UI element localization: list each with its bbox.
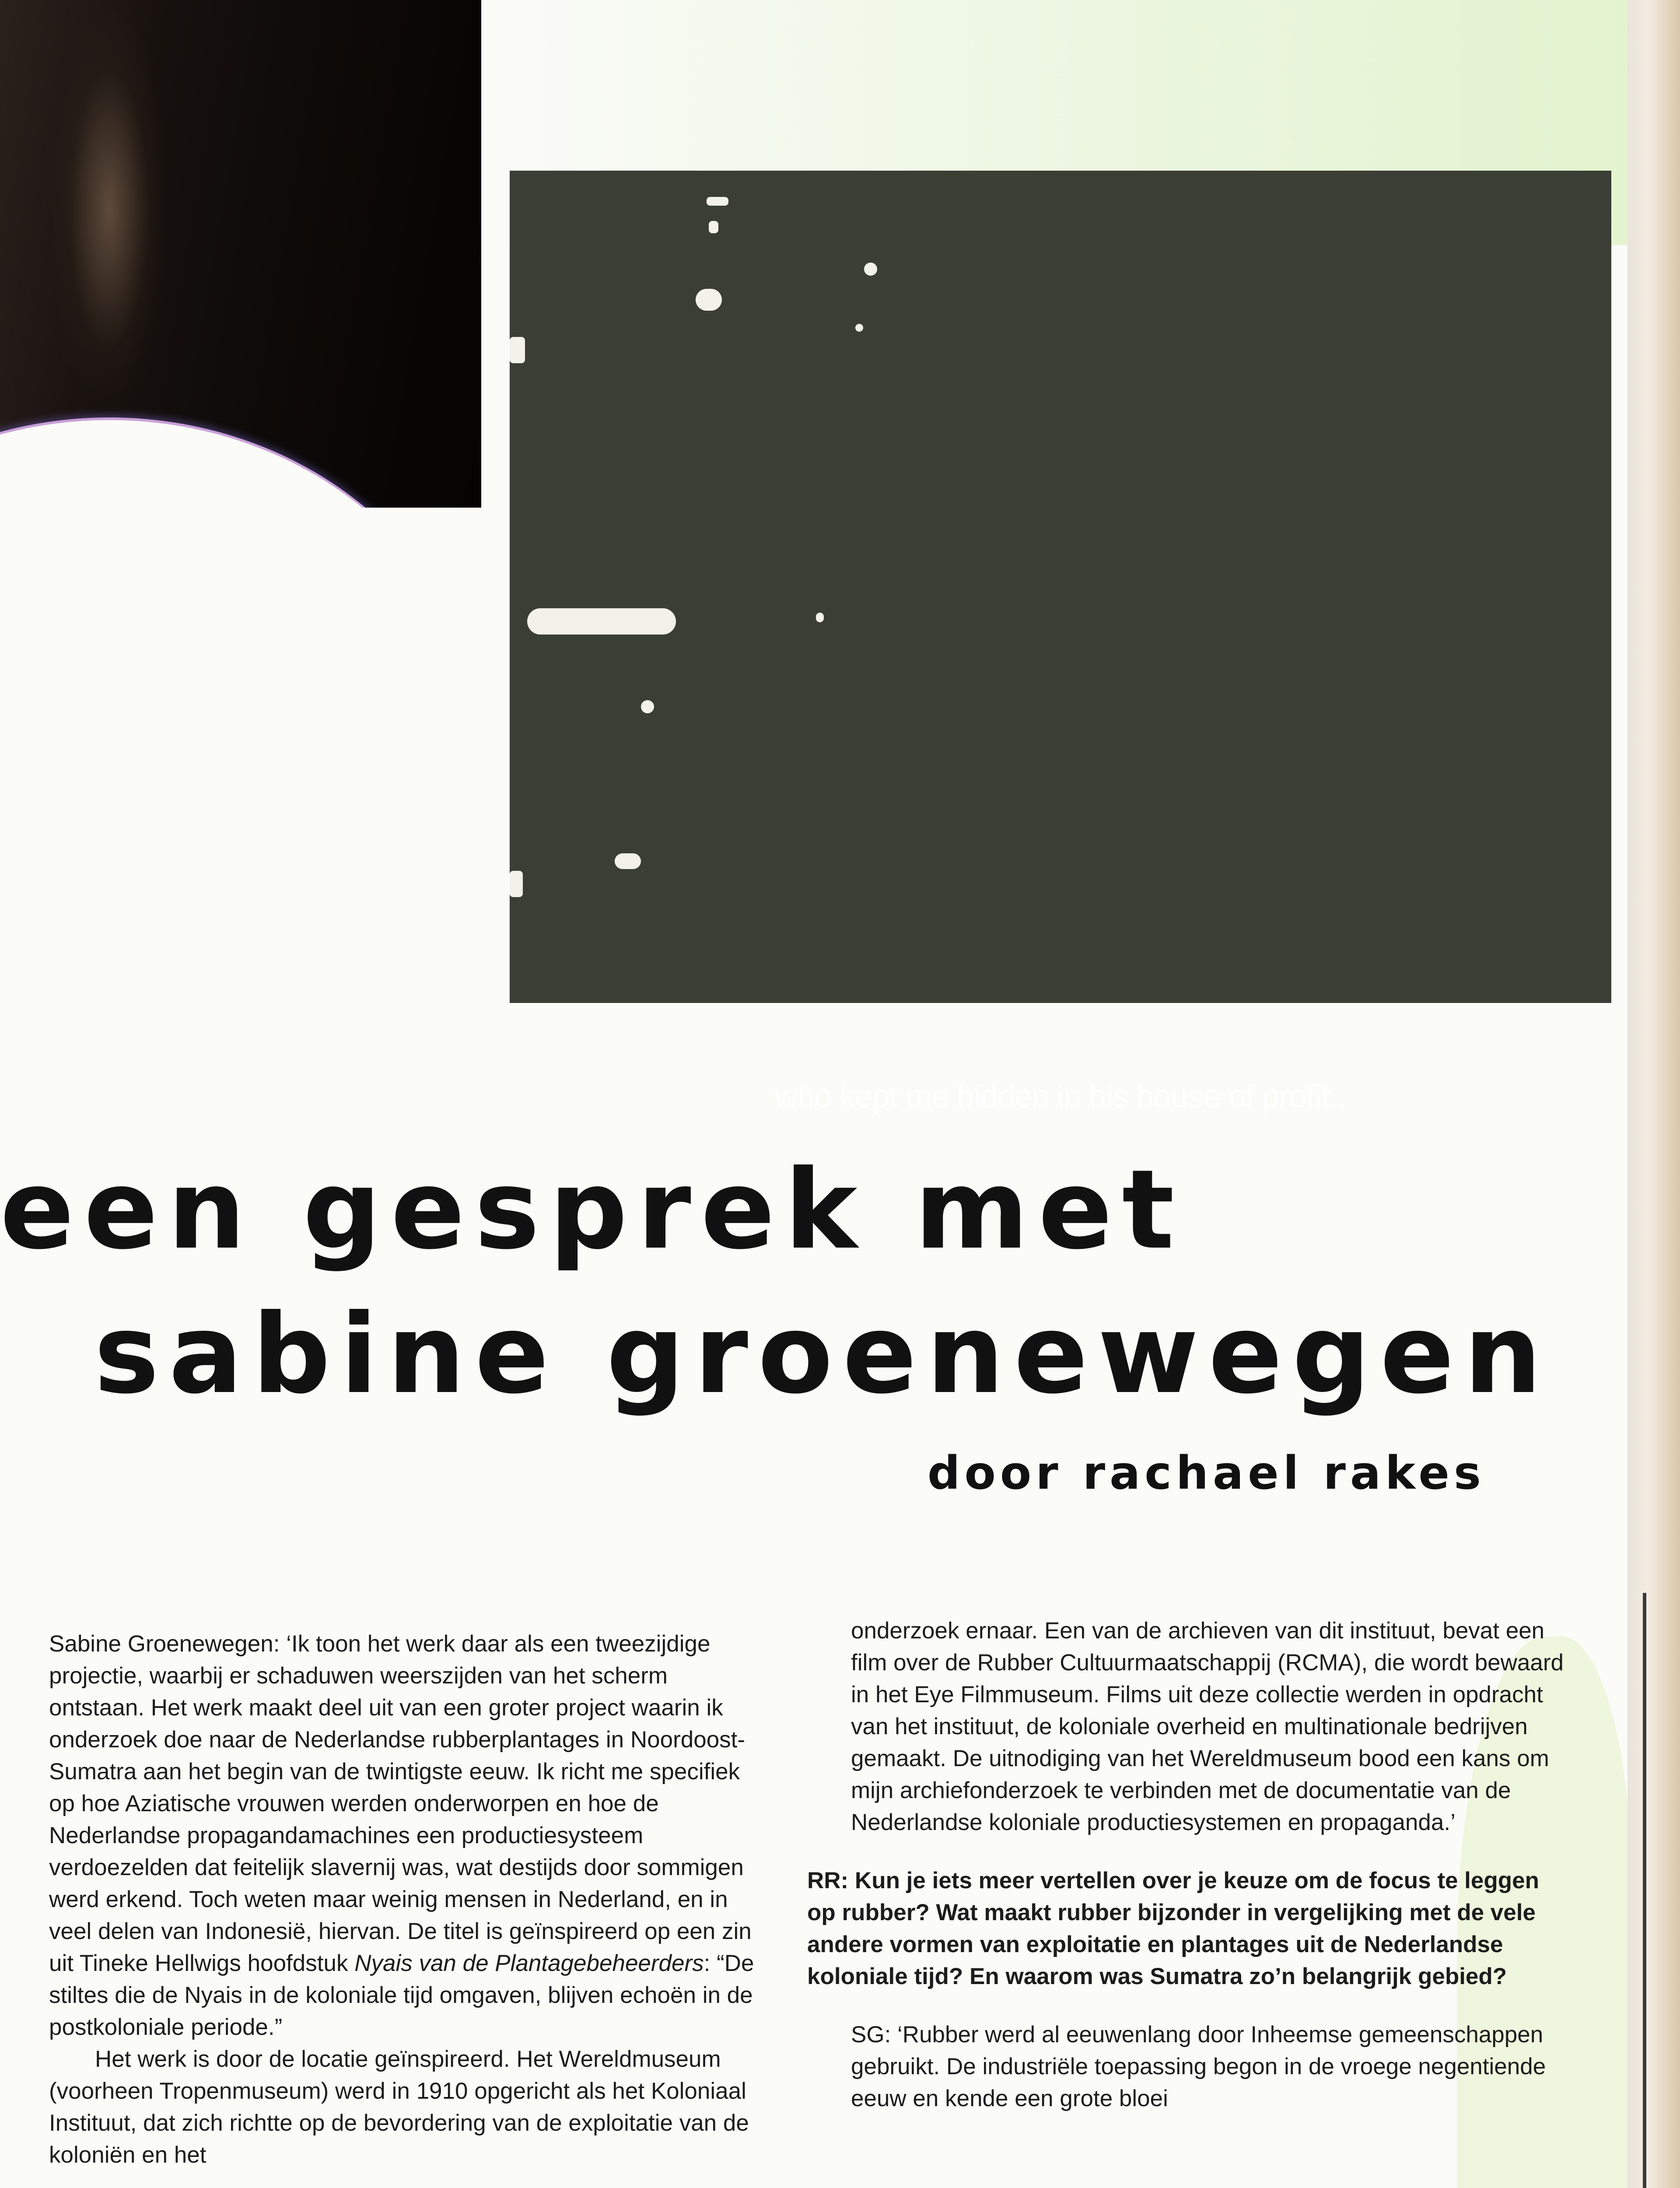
paragraph: Het werk is door de locatie geïnspireerd. Het Wereldmuseum (voorheen Tropenmuseum) werd in 1910 opgericht als het Koloniaal Instituut, dat zich richtte op de bevordering van de exploitatie van de koloniën en het xyxy=(49,2046,749,2168)
paragraph-text: Sabine Groenewegen: ‘Ik toon het werk daar als een tweezijdige projectie, waarbij er schaduwen weerszijden van het scherm ontstaan. Het werk maakt deel uit van een groter project waarin ik onderzoek doe naar de Nederlandse rubberplantages in Noordoost-Sumatra aan het begin van de twintigste eeuw. Ik richt me specifiek op hoe Aziatische vrouwen werden onderworpen en hoe de Nederlandse propagandamachines een productiesysteem verdoezelden dat feitelijk slavernij was, wat destijds door sommigen werd erkend. Toch weten maar weinig mensen in Nederland, en in veel delen van Indonesië, hiervan. De titel is geïnspireerd op een zin uit Tineke Hellwigs hoofdstuk xyxy=(49,1631,752,1976)
light-speck xyxy=(510,871,523,897)
interview-question: RR: Kun je iets meer vertellen over je keuze om de focus te leggen op rubber? Wat maakt rubber bijzonder in vergelijking met de vele andere vormen van exploitatie en plantages uit de Nederlandse koloniale tijd? En waarom was Sumatra zo’n belangrijk gebied? xyxy=(807,1868,1539,1989)
light-speck xyxy=(864,263,877,276)
page-edge xyxy=(1628,0,1680,2188)
film-still xyxy=(510,171,1611,1114)
photo-light-disc xyxy=(0,420,481,508)
light-speck xyxy=(510,337,525,363)
title-line-1: een gesprek met xyxy=(0,1146,1184,1273)
light-speck xyxy=(641,700,654,713)
light-speck xyxy=(527,608,676,635)
photo-highlight xyxy=(52,13,166,407)
light-speck xyxy=(615,853,641,869)
paragraph xyxy=(49,1628,766,2043)
article-title xyxy=(0,1138,1575,1427)
text-column-left xyxy=(49,1628,766,2171)
cover-photo xyxy=(0,0,481,508)
book-title: Nyais van de Plantagebeheerders xyxy=(354,1950,704,1976)
film-subtitle: who kept me hidden in his house of profit.. xyxy=(775,1079,1346,1114)
light-speck xyxy=(696,289,722,311)
light-speck xyxy=(707,197,728,206)
paragraph-text: : “De stiltes die de Nyais in de koloniale tijd omgaven, blijven echoën in de postkoloniale periode.” xyxy=(49,1950,754,2040)
page-edge-line xyxy=(1643,1593,1646,2188)
light-speck xyxy=(855,324,863,332)
paragraph: onderzoek ernaar. Een van de archieven van dit instituut, bevat een film over de Rubber Cultuurmaatschappij (RCMA), die wordt bewaard in het Eye Filmmuseum. Films uit deze collectie werden in opdracht van het instituut, de koloniale overheid en multinationale bedrijven gemaakt. De uitnodiging van het Wereldmuseum bood een kans om mijn archiefonderzoek te verbinden met de documentatie van de Nederlandse koloniale productiesystemen en propaganda.’ xyxy=(851,1618,1564,1835)
light-speck xyxy=(816,613,824,622)
title-line-2: sabine groenewegen xyxy=(94,1290,1551,1418)
text-column-right xyxy=(807,1615,1573,2114)
light-speck xyxy=(709,221,718,233)
interview-answer: SG: ‘Rubber werd al eeuwenlang door Inheemse gemeenschappen gebruikt. De industriële toepassing begon in de vroege negentiende eeuw en kende een grote bloei xyxy=(851,2022,1546,2111)
byline: door rachael rakes xyxy=(928,1446,1485,1500)
